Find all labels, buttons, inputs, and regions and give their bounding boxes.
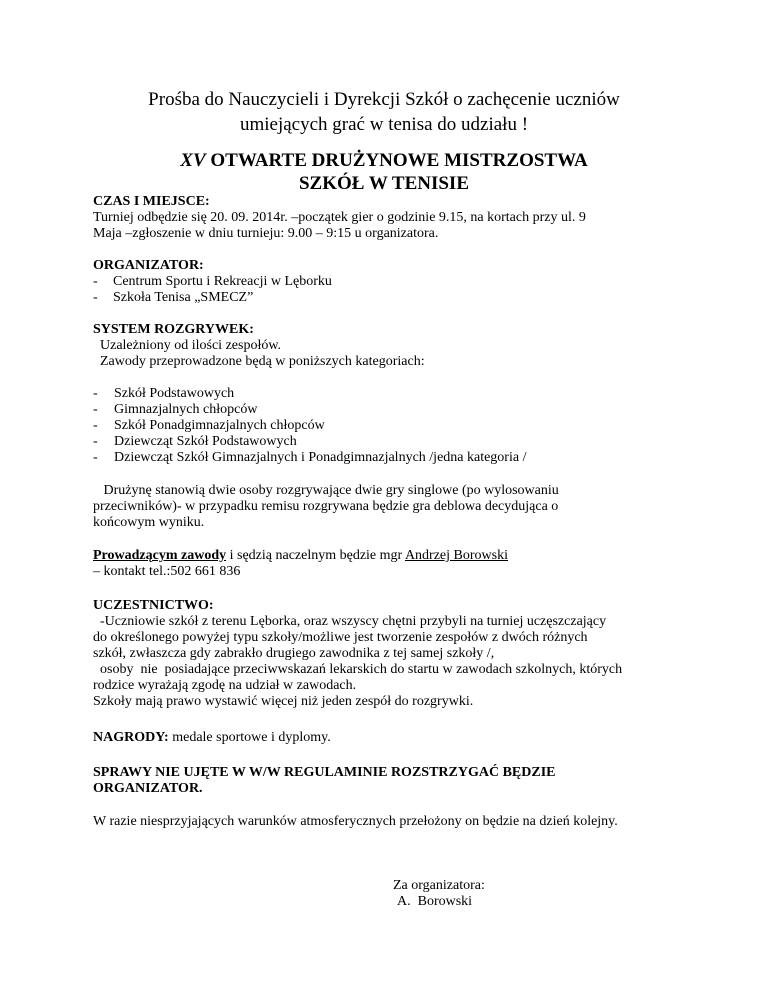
sprawy-line-1: SPRAWY NIE UJĘTE W W/W REGULAMINIE ROZSTRZYGAĆ BĘDZIE: [93, 765, 556, 780]
judge-name: Andrzej Borowski: [404, 548, 508, 563]
contact-phone: – kontakt tel.:502 661 836: [93, 564, 241, 579]
czas-line-1: Turniej odbędzie się 20. 09. 2014r. –początek gier o godzinie 9.15, na kortach przy ul. 9: [93, 210, 586, 225]
uczestnictwo-line: do określonego powyżej typu szkoły/możliwe jest tworzenie zespołów z dwóch różnych: [93, 630, 588, 645]
nagrody-line: [93, 730, 331, 746]
document-title-line-2: SZKÓŁ W TENISIE: [298, 173, 470, 194]
title-roman-numeral: XV: [180, 150, 206, 171]
uczestnictwo-line: Szkoły mają prawo wystawić więcej niż jeden zespół do rozgrywki.: [93, 694, 474, 709]
intro-line-1: Prośba do Nauczycieli i Dyrekcji Szkół o zachęcenie uczniów: [148, 89, 620, 110]
section-heading-organizator: ORGANIZATOR:: [93, 258, 204, 273]
title-line-1-text: OTWARTE DRUŻYNOWE MISTRZOSTWA: [205, 150, 588, 171]
system-line-1: Uzależniony od ilości zespołów.: [93, 338, 282, 353]
druzyna-line-1: Drużynę stanowią dwie osoby rozgrywające dwie gry singlowe (po wylosowaniu: [93, 483, 559, 498]
intro-line-2: umiejących grać w tenisa do udziału !: [239, 114, 529, 135]
nagrody-label: NAGRODY:: [93, 730, 169, 745]
uczestnictwo-line: osoby nie posiadające przeciwwskazań lekarskich do startu w zawodach szkolnych, których: [93, 662, 623, 677]
section-heading-system: SYSTEM ROZGRYWEK:: [93, 322, 254, 337]
uczestnictwo-line: -Uczniowie szkół z terenu Lęborka, oraz wszyscy chętni przybyli na turniej uczęszczający: [93, 614, 607, 629]
system-line-2: Zawody przeprowadzone będą w poniższych kategoriach:: [93, 354, 425, 369]
druzyna-line-2: przeciwników)- w przypadku remisu rozgrywana będzie gra deblowa decydująca o: [93, 499, 559, 514]
section-heading-czas: CZAS I MIEJSCE:: [93, 194, 210, 209]
druzyna-line-3: końcowym wyniku.: [93, 515, 205, 530]
czas-line-2: Maja –zgłoszenie w dniu turnieju: 9.00 – 9:15 u organizatora.: [93, 226, 439, 241]
weather-note: W razie niesprzyjających warunków atmosferycznych przełożony on będzie na dzień kolejny.: [93, 814, 618, 829]
prowadzacy-middle: i sędzią naczelnym będzie mgr: [226, 548, 405, 563]
signature-label: Za organizatora:: [393, 878, 485, 893]
sprawy-line-2: ORGANIZATOR.: [93, 781, 203, 796]
section-heading-uczestnictwo: UCZESTNICTWO:: [93, 598, 214, 613]
document-title-line-1: [0, 150, 768, 172]
uczestnictwo-line: szkół, zwłaszcza gdy zabrakło drugiego zawodnika z tej samej szkoły /,: [93, 646, 495, 661]
prowadzacy-line: [93, 548, 508, 564]
uczestnictwo-line: rodzice wyrażają zgodę na udział w zawodach.: [93, 678, 357, 693]
nagrody-text: medale sportowe i dyplomy.: [168, 730, 331, 745]
signature-name: A. Borowski: [397, 894, 473, 909]
prowadzacy-label: Prowadzącym zawody: [93, 548, 227, 563]
